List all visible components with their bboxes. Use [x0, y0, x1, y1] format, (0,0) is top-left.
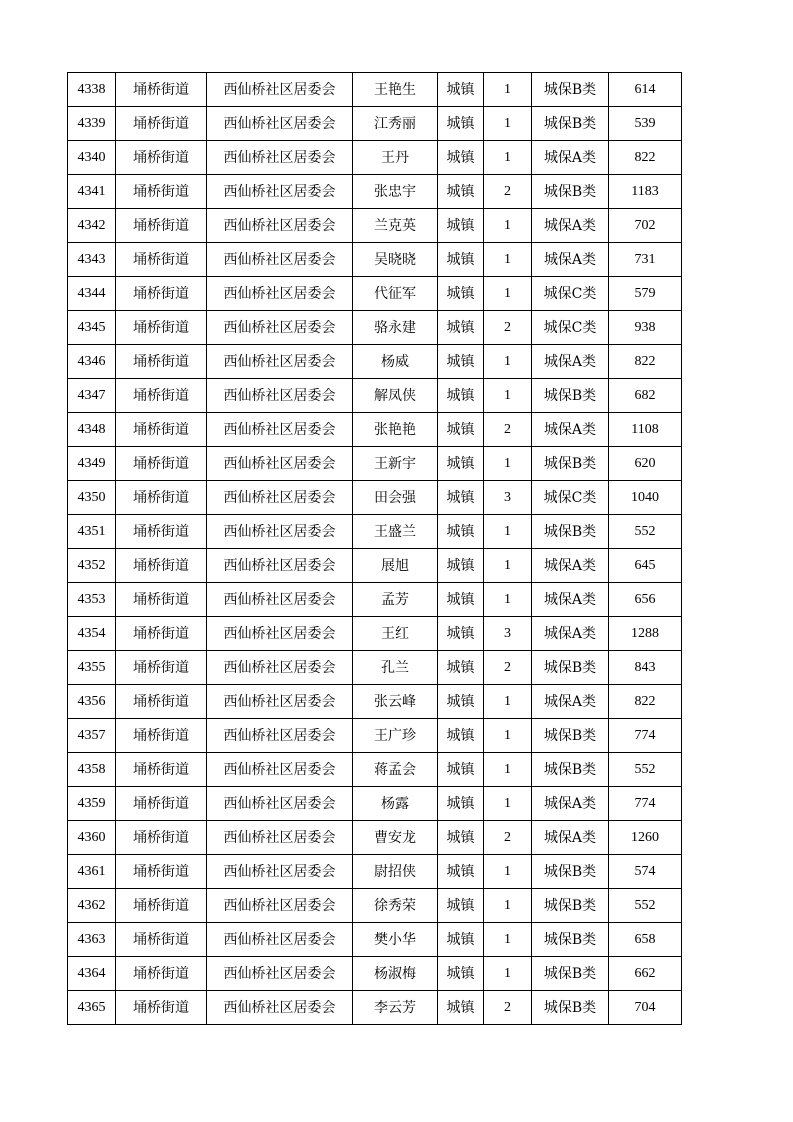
table-row: [68, 549, 682, 583]
street-cell: 埇桥街道: [116, 583, 207, 617]
community-cell: 西仙桥社区居委会: [207, 957, 353, 991]
area-type-cell: 城镇: [438, 243, 484, 277]
street-cell: 埇桥街道: [116, 923, 207, 957]
name-cell: 尉招侠: [353, 855, 438, 889]
street-cell: 埇桥街道: [116, 481, 207, 515]
street-cell: 埇桥街道: [116, 141, 207, 175]
name-cell: 吴晓晓: [353, 243, 438, 277]
street-cell: 埇桥街道: [116, 719, 207, 753]
serial-number-cell: 4360: [68, 821, 116, 855]
serial-number-cell: 4341: [68, 175, 116, 209]
serial-number-cell: 4351: [68, 515, 116, 549]
name-cell: 蒋孟会: [353, 753, 438, 787]
category-cell: 城保B类: [532, 175, 609, 209]
table-row: [68, 481, 682, 515]
area-type-cell: 城镇: [438, 311, 484, 345]
name-cell: 张艳艳: [353, 413, 438, 447]
area-type-cell: 城镇: [438, 855, 484, 889]
name-cell: 杨露: [353, 787, 438, 821]
serial-number-cell: 4356: [68, 685, 116, 719]
category-cell: 城保C类: [532, 277, 609, 311]
amount-cell: 658: [609, 923, 682, 957]
area-type-cell: 城镇: [438, 991, 484, 1025]
serial-number-cell: 4340: [68, 141, 116, 175]
category-cell: 城保B类: [532, 651, 609, 685]
table-row: [68, 515, 682, 549]
category-cell: 城保A类: [532, 821, 609, 855]
name-cell: 王新宇: [353, 447, 438, 481]
table-row: [68, 277, 682, 311]
table-row: [68, 141, 682, 175]
street-cell: 埇桥街道: [116, 243, 207, 277]
category-cell: 城保A类: [532, 345, 609, 379]
community-cell: 西仙桥社区居委会: [207, 413, 353, 447]
community-cell: 西仙桥社区居委会: [207, 549, 353, 583]
table-row: [68, 175, 682, 209]
household-count-cell: 1: [484, 549, 532, 583]
area-type-cell: 城镇: [438, 175, 484, 209]
amount-cell: 614: [609, 73, 682, 107]
amount-cell: 662: [609, 957, 682, 991]
street-cell: 埇桥街道: [116, 413, 207, 447]
area-type-cell: 城镇: [438, 209, 484, 243]
name-cell: 徐秀荣: [353, 889, 438, 923]
household-count-cell: 1: [484, 107, 532, 141]
name-cell: 田会强: [353, 481, 438, 515]
street-cell: 埇桥街道: [116, 651, 207, 685]
category-cell: 城保A类: [532, 243, 609, 277]
community-cell: 西仙桥社区居委会: [207, 889, 353, 923]
amount-cell: 774: [609, 787, 682, 821]
amount-cell: 620: [609, 447, 682, 481]
street-cell: 埇桥街道: [116, 821, 207, 855]
area-type-cell: 城镇: [438, 345, 484, 379]
household-count-cell: 1: [484, 583, 532, 617]
community-cell: 西仙桥社区居委会: [207, 311, 353, 345]
category-cell: 城保A类: [532, 787, 609, 821]
serial-number-cell: 4357: [68, 719, 116, 753]
street-cell: 埇桥街道: [116, 685, 207, 719]
category-cell: 城保A类: [532, 413, 609, 447]
area-type-cell: 城镇: [438, 719, 484, 753]
roster-table: [67, 72, 682, 1025]
table-row: [68, 243, 682, 277]
name-cell: 王广珍: [353, 719, 438, 753]
community-cell: 西仙桥社区居委会: [207, 481, 353, 515]
household-count-cell: 1: [484, 447, 532, 481]
household-count-cell: 3: [484, 617, 532, 651]
table-row: [68, 991, 682, 1025]
name-cell: 王艳生: [353, 73, 438, 107]
table-row: [68, 617, 682, 651]
name-cell: 樊小华: [353, 923, 438, 957]
area-type-cell: 城镇: [438, 923, 484, 957]
street-cell: 埇桥街道: [116, 311, 207, 345]
category-cell: 城保B类: [532, 447, 609, 481]
name-cell: 张云峰: [353, 685, 438, 719]
serial-number-cell: 4355: [68, 651, 116, 685]
community-cell: 西仙桥社区居委会: [207, 447, 353, 481]
community-cell: 西仙桥社区居委会: [207, 991, 353, 1025]
amount-cell: 1260: [609, 821, 682, 855]
street-cell: 埇桥街道: [116, 855, 207, 889]
community-cell: 西仙桥社区居委会: [207, 855, 353, 889]
household-count-cell: 1: [484, 719, 532, 753]
table-row: [68, 923, 682, 957]
name-cell: 王红: [353, 617, 438, 651]
household-count-cell: 1: [484, 685, 532, 719]
name-cell: 杨淑梅: [353, 957, 438, 991]
name-cell: 兰克英: [353, 209, 438, 243]
serial-number-cell: 4345: [68, 311, 116, 345]
amount-cell: 574: [609, 855, 682, 889]
area-type-cell: 城镇: [438, 277, 484, 311]
serial-number-cell: 4347: [68, 379, 116, 413]
category-cell: 城保A类: [532, 209, 609, 243]
community-cell: 西仙桥社区居委会: [207, 617, 353, 651]
community-cell: 西仙桥社区居委会: [207, 821, 353, 855]
amount-cell: 1040: [609, 481, 682, 515]
category-cell: 城保B类: [532, 107, 609, 141]
serial-number-cell: 4361: [68, 855, 116, 889]
community-cell: 西仙桥社区居委会: [207, 243, 353, 277]
street-cell: 埇桥街道: [116, 549, 207, 583]
community-cell: 西仙桥社区居委会: [207, 651, 353, 685]
street-cell: 埇桥街道: [116, 957, 207, 991]
area-type-cell: 城镇: [438, 107, 484, 141]
name-cell: 代征军: [353, 277, 438, 311]
street-cell: 埇桥街道: [116, 107, 207, 141]
community-cell: 西仙桥社区居委会: [207, 107, 353, 141]
table-row: [68, 413, 682, 447]
category-cell: 城保B类: [532, 719, 609, 753]
area-type-cell: 城镇: [438, 141, 484, 175]
table-row: [68, 753, 682, 787]
amount-cell: 552: [609, 753, 682, 787]
serial-number-cell: 4353: [68, 583, 116, 617]
serial-number-cell: 4350: [68, 481, 116, 515]
serial-number-cell: 4348: [68, 413, 116, 447]
serial-number-cell: 4352: [68, 549, 116, 583]
street-cell: 埇桥街道: [116, 753, 207, 787]
street-cell: 埇桥街道: [116, 277, 207, 311]
serial-number-cell: 4364: [68, 957, 116, 991]
amount-cell: 822: [609, 685, 682, 719]
category-cell: 城保B类: [532, 889, 609, 923]
category-cell: 城保B类: [532, 923, 609, 957]
serial-number-cell: 4365: [68, 991, 116, 1025]
category-cell: 城保A类: [532, 617, 609, 651]
amount-cell: 1288: [609, 617, 682, 651]
amount-cell: 731: [609, 243, 682, 277]
area-type-cell: 城镇: [438, 413, 484, 447]
table-row: [68, 787, 682, 821]
name-cell: 杨威: [353, 345, 438, 379]
amount-cell: 938: [609, 311, 682, 345]
household-count-cell: 1: [484, 277, 532, 311]
street-cell: 埇桥街道: [116, 787, 207, 821]
community-cell: 西仙桥社区居委会: [207, 787, 353, 821]
household-count-cell: 2: [484, 413, 532, 447]
household-count-cell: 1: [484, 141, 532, 175]
household-count-cell: 2: [484, 821, 532, 855]
table-row: [68, 311, 682, 345]
amount-cell: 682: [609, 379, 682, 413]
name-cell: 江秀丽: [353, 107, 438, 141]
table-row: [68, 345, 682, 379]
community-cell: 西仙桥社区居委会: [207, 73, 353, 107]
community-cell: 西仙桥社区居委会: [207, 209, 353, 243]
street-cell: 埇桥街道: [116, 73, 207, 107]
community-cell: 西仙桥社区居委会: [207, 277, 353, 311]
street-cell: 埇桥街道: [116, 447, 207, 481]
street-cell: 埇桥街道: [116, 345, 207, 379]
community-cell: 西仙桥社区居委会: [207, 345, 353, 379]
household-count-cell: 1: [484, 515, 532, 549]
community-cell: 西仙桥社区居委会: [207, 141, 353, 175]
area-type-cell: 城镇: [438, 617, 484, 651]
amount-cell: 539: [609, 107, 682, 141]
name-cell: 展旭: [353, 549, 438, 583]
household-count-cell: 2: [484, 175, 532, 209]
area-type-cell: 城镇: [438, 549, 484, 583]
amount-cell: 1183: [609, 175, 682, 209]
street-cell: 埇桥街道: [116, 515, 207, 549]
name-cell: 孟芳: [353, 583, 438, 617]
household-count-cell: 1: [484, 209, 532, 243]
category-cell: 城保C类: [532, 311, 609, 345]
category-cell: 城保A类: [532, 685, 609, 719]
name-cell: 王丹: [353, 141, 438, 175]
area-type-cell: 城镇: [438, 957, 484, 991]
community-cell: 西仙桥社区居委会: [207, 685, 353, 719]
household-count-cell: 1: [484, 957, 532, 991]
name-cell: 李云芳: [353, 991, 438, 1025]
household-count-cell: 1: [484, 379, 532, 413]
amount-cell: 822: [609, 141, 682, 175]
category-cell: 城保B类: [532, 957, 609, 991]
street-cell: 埇桥街道: [116, 209, 207, 243]
category-cell: 城保B类: [532, 753, 609, 787]
name-cell: 张忠宇: [353, 175, 438, 209]
serial-number-cell: 4359: [68, 787, 116, 821]
amount-cell: 579: [609, 277, 682, 311]
table-row: [68, 821, 682, 855]
serial-number-cell: 4362: [68, 889, 116, 923]
serial-number-cell: 4344: [68, 277, 116, 311]
amount-cell: 822: [609, 345, 682, 379]
category-cell: 城保C类: [532, 481, 609, 515]
household-count-cell: 1: [484, 345, 532, 379]
serial-number-cell: 4354: [68, 617, 116, 651]
street-cell: 埇桥街道: [116, 617, 207, 651]
table-row: [68, 107, 682, 141]
area-type-cell: 城镇: [438, 447, 484, 481]
table-row: [68, 73, 682, 107]
amount-cell: 774: [609, 719, 682, 753]
community-cell: 西仙桥社区居委会: [207, 923, 353, 957]
household-count-cell: 1: [484, 855, 532, 889]
category-cell: 城保A类: [532, 549, 609, 583]
amount-cell: 702: [609, 209, 682, 243]
household-count-cell: 1: [484, 787, 532, 821]
area-type-cell: 城镇: [438, 481, 484, 515]
category-cell: 城保B类: [532, 379, 609, 413]
serial-number-cell: 4338: [68, 73, 116, 107]
community-cell: 西仙桥社区居委会: [207, 515, 353, 549]
category-cell: 城保B类: [532, 515, 609, 549]
amount-cell: 843: [609, 651, 682, 685]
area-type-cell: 城镇: [438, 379, 484, 413]
table-row: [68, 651, 682, 685]
household-count-cell: 2: [484, 311, 532, 345]
table-row: [68, 583, 682, 617]
community-cell: 西仙桥社区居委会: [207, 175, 353, 209]
community-cell: 西仙桥社区居委会: [207, 583, 353, 617]
household-count-cell: 2: [484, 651, 532, 685]
name-cell: 孔兰: [353, 651, 438, 685]
serial-number-cell: 4339: [68, 107, 116, 141]
table-row: [68, 685, 682, 719]
name-cell: 骆永建: [353, 311, 438, 345]
household-count-cell: 1: [484, 889, 532, 923]
category-cell: 城保A类: [532, 583, 609, 617]
category-cell: 城保B类: [532, 855, 609, 889]
area-type-cell: 城镇: [438, 651, 484, 685]
serial-number-cell: 4346: [68, 345, 116, 379]
serial-number-cell: 4342: [68, 209, 116, 243]
street-cell: 埇桥街道: [116, 991, 207, 1025]
household-count-cell: 3: [484, 481, 532, 515]
area-type-cell: 城镇: [438, 753, 484, 787]
area-type-cell: 城镇: [438, 583, 484, 617]
household-count-cell: 2: [484, 991, 532, 1025]
table-row: [68, 889, 682, 923]
table-row: [68, 855, 682, 889]
serial-number-cell: 4358: [68, 753, 116, 787]
amount-cell: 1108: [609, 413, 682, 447]
roster-sheet: [67, 72, 682, 1025]
serial-number-cell: 4343: [68, 243, 116, 277]
community-cell: 西仙桥社区居委会: [207, 719, 353, 753]
amount-cell: 704: [609, 991, 682, 1025]
name-cell: 曹安龙: [353, 821, 438, 855]
amount-cell: 645: [609, 549, 682, 583]
household-count-cell: 1: [484, 243, 532, 277]
community-cell: 西仙桥社区居委会: [207, 753, 353, 787]
table-row: [68, 379, 682, 413]
street-cell: 埇桥街道: [116, 889, 207, 923]
area-type-cell: 城镇: [438, 787, 484, 821]
table-row: [68, 209, 682, 243]
household-count-cell: 1: [484, 73, 532, 107]
household-count-cell: 1: [484, 923, 532, 957]
table-row: [68, 957, 682, 991]
amount-cell: 552: [609, 515, 682, 549]
category-cell: 城保A类: [532, 141, 609, 175]
amount-cell: 656: [609, 583, 682, 617]
name-cell: 解凤侠: [353, 379, 438, 413]
community-cell: 西仙桥社区居委会: [207, 379, 353, 413]
serial-number-cell: 4363: [68, 923, 116, 957]
amount-cell: 552: [609, 889, 682, 923]
area-type-cell: 城镇: [438, 821, 484, 855]
name-cell: 王盛兰: [353, 515, 438, 549]
street-cell: 埇桥街道: [116, 379, 207, 413]
roster-table-body: [68, 73, 682, 1025]
category-cell: 城保B类: [532, 991, 609, 1025]
area-type-cell: 城镇: [438, 73, 484, 107]
area-type-cell: 城镇: [438, 515, 484, 549]
street-cell: 埇桥街道: [116, 175, 207, 209]
category-cell: 城保B类: [532, 73, 609, 107]
household-count-cell: 1: [484, 753, 532, 787]
area-type-cell: 城镇: [438, 889, 484, 923]
serial-number-cell: 4349: [68, 447, 116, 481]
table-row: [68, 447, 682, 481]
area-type-cell: 城镇: [438, 685, 484, 719]
table-row: [68, 719, 682, 753]
